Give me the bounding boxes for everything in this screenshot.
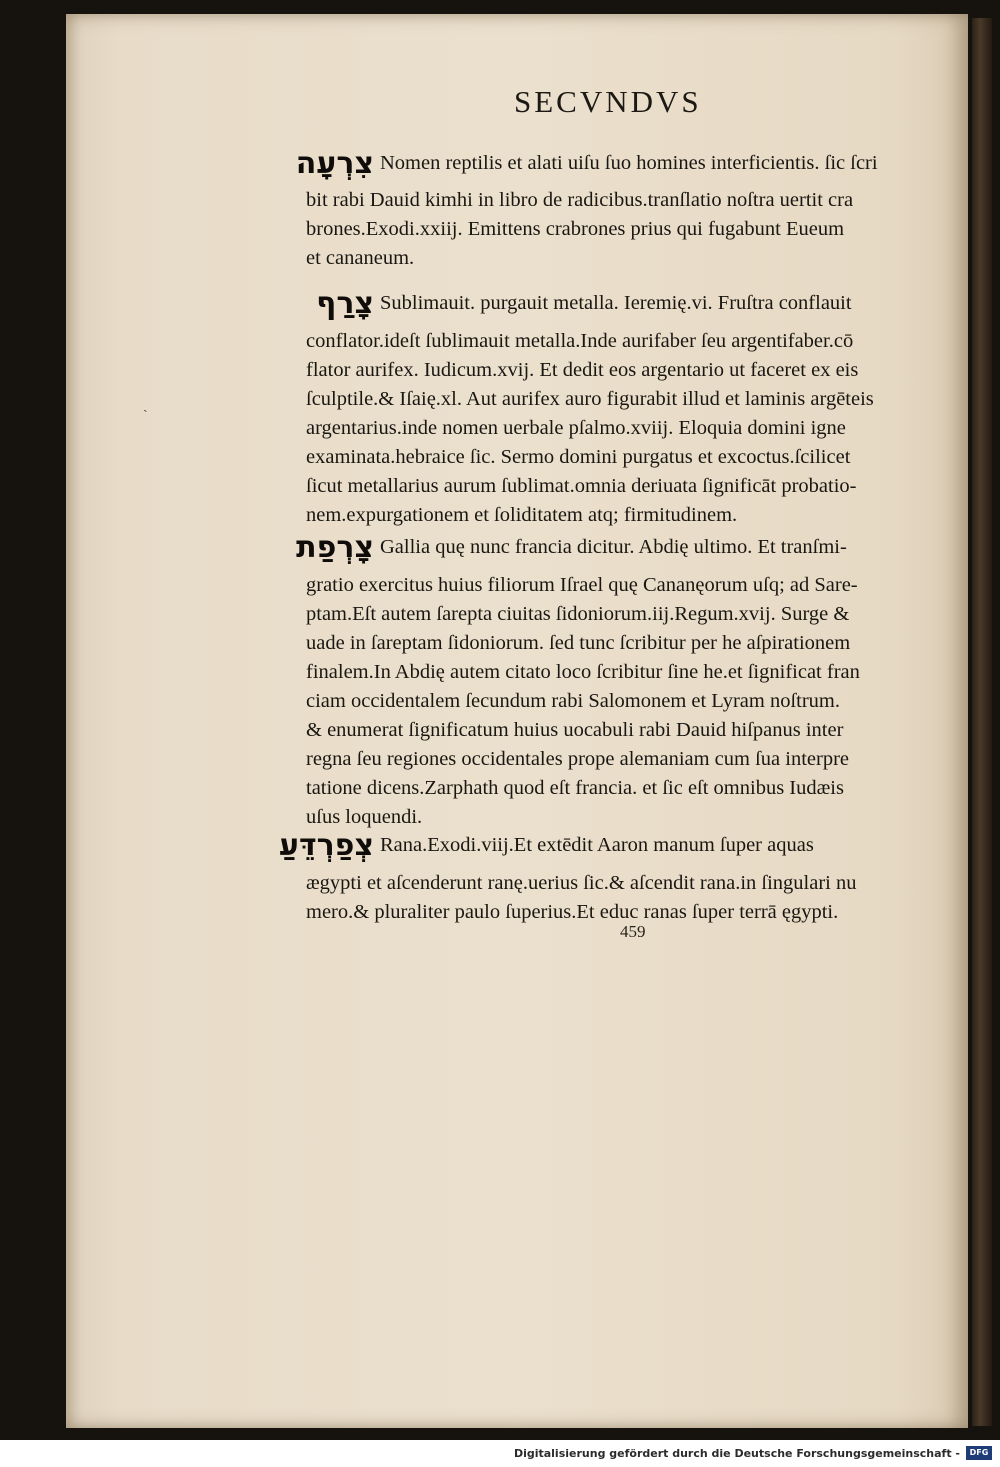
text-line: uade in ſareptam ſidoniorum. ſed tunc ſcribitur per he aſpirationem <box>306 632 851 654</box>
entry-1 <box>295 140 946 273</box>
text-line: finalem.In Abdię autem citato loco ſcribitur ſine he.et ſignificat fran <box>306 661 860 683</box>
entry-4 <box>279 822 946 927</box>
text-line: regna ſeu regiones occidentales prope alemaniam cum ſua interpre <box>306 748 850 770</box>
dfg-logo-icon: DFG <box>966 1446 992 1460</box>
text-line: examinata.hebraice ſic. Sermo domini purgatus et excoctus.ſcilicet <box>306 446 851 468</box>
hebrew-headword: צְפַרְדֵּעַ <box>279 828 374 863</box>
page-number: 459 <box>620 922 646 941</box>
entry-2 <box>306 280 946 530</box>
entry-text: Sublimauit. purgauit metalla. Ieremię.vi. Fruſtra conflauit <box>380 292 852 314</box>
text-line: bit rabi Dauid kimhi in libro de radicibus.tranſlatio noſtra uertit cra <box>306 189 854 211</box>
entry-first-line <box>279 822 946 869</box>
text-line: argentarius.inde nomen uerbale pſalmo.xviij. Eloquia domini igne <box>306 417 846 439</box>
text-line: & enumerat ſignificatum huius uocabuli rabi Dauid hiſpanus inter <box>306 719 844 741</box>
text-line: et cananeum. <box>306 247 415 269</box>
entry-text: Rana.Exodi.viij.Et extēdit Aaron manum ſuper aquas <box>380 834 814 856</box>
hebrew-headword: צָרְפַת <box>296 530 374 565</box>
text-line: ſicut metallarius aurum ſublimat.omnia deriuata ſignificāt probatio- <box>306 475 857 497</box>
digitization-footer <box>0 1440 1000 1467</box>
text-line: nem.expurgationem et ſoliditatem atq; firmitudinem. <box>306 504 738 526</box>
entry-text: Gallia quę nunc francia dicitur. Abdię ultimo. Et tranſmi- <box>380 536 847 558</box>
text-line: conflator.ideſt ſublimauit metalla.Inde aurifaber ſeu argentifaber.cō <box>306 330 854 352</box>
entry-first-line <box>296 524 946 571</box>
text-line: ptam.Eſt autem ſarepta ciuitas ſidoniorum.iij.Regum.xvij. Surge & <box>306 603 850 625</box>
text-line: ſculptile.& Iſaię.xl. Aut aurifex auro figurabit illud et laminis argēteis <box>306 388 874 410</box>
margin-mark: ˎ <box>143 398 148 413</box>
text-line: tatione dicens.Zarphath quod eſt francia. et ſic eſt omnibus Iudæis <box>306 777 844 799</box>
text-line: gratio exercitus huius filiorum Iſrael quę Cananęorum uſq; ad Sare- <box>306 574 858 596</box>
text-line: ciam occidentalem ſecundum rabi Salomonem et Lyram noſtrum. <box>306 690 840 712</box>
text-line: ægypti et aſcenderunt ranę.uerius ſic.& aſcendit rana.in ſingulari nu <box>306 872 857 894</box>
entry-text: Nomen reptilis et alati uiſu ſuo homines interficientis. ſic ſcri <box>380 152 878 174</box>
hebrew-headword: צִרְעָה <box>295 146 374 181</box>
entry-first-line <box>306 280 946 327</box>
footer-credit: Digitalisierung gefördert durch die Deutsche Forschungsgemeinschaft - <box>513 1447 960 1460</box>
running-header: SECVNDVS <box>514 84 702 119</box>
text-line: mero.& pluraliter paulo ſuperius.Et educ ranas ſuper terrā ęgypti. <box>306 901 839 923</box>
text-line: uſus loquendi. <box>306 806 423 828</box>
hebrew-headword: צָרַף <box>316 286 374 321</box>
text-line: brones.Exodi.xxiij. Emittens crabrones prius qui fugabunt Eueum <box>306 218 845 240</box>
text-line: flator aurifex. Iudicum.xvij. Et dedit eos argentario ut faceret ex eis <box>306 359 859 381</box>
entry-first-line <box>295 140 946 187</box>
entry-3 <box>296 524 946 832</box>
page-edge <box>972 18 992 1426</box>
